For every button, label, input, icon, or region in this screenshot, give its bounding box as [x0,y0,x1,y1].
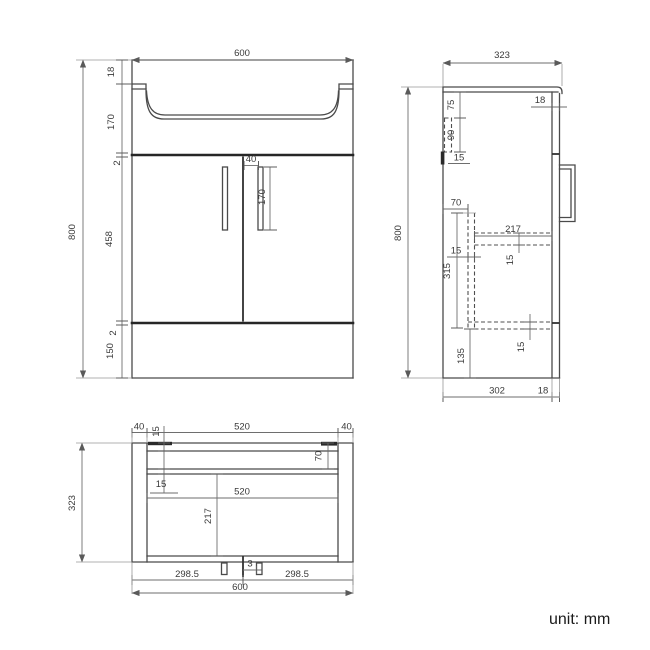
handle-length-dim: 170 [257,189,268,205]
right-door-width-dim: 298.5 [285,569,309,580]
basin-height-dim: 170 [106,114,117,130]
side-dim-labels [393,50,548,397]
side-view [393,50,575,402]
partition-thickness-dim: 15 [450,245,462,257]
front-overall-height-dim: 800 [67,224,78,240]
top-interior-width-dim: 520 [234,421,250,433]
plan-overall-depth-dim: 323 [67,495,78,511]
left-panel-thickness-dim: 40 [133,421,145,433]
side-door-thickness-bottom-dim: 18 [537,385,549,397]
back-panel-thickness-dim: 15 [151,426,162,437]
interior-depth-dim: 217 [203,508,214,524]
unit-note: unit: mm [549,611,611,628]
basin-profile [132,84,353,119]
side-overall-depth-dim: 323 [494,50,510,61]
handle-offset-dim: 40 [245,154,257,165]
plan-right-bracket [321,442,337,446]
front-view [67,48,353,378]
plan-overall-width-dim: 600 [232,582,248,593]
plan-bracket-offset-dim: 70 [313,450,325,462]
side-plinth-height-dim: 135 [456,348,467,364]
bracket-top-offset-dim: 75 [446,99,457,111]
plan-dim-labels [67,422,352,594]
plinth-height-dim: 150 [105,343,116,359]
plan-view [67,422,353,595]
interior-width-dim: 520 [234,486,250,498]
bottom-panel-thickness-dim: 15 [516,341,527,353]
plan-left-handle [222,563,228,575]
partition-height-dim: 315 [442,263,453,279]
plan-partition-thickness-dim: 15 [155,479,167,490]
side-overall-height-dim: 800 [393,225,404,241]
countertop-thickness-dim: 18 [106,66,117,78]
front-dimension-lines [76,60,353,378]
left-door-handle [223,167,228,230]
right-panel-thickness-dim: 40 [341,421,352,433]
door-gap-dim: 3 [247,558,253,570]
side-door-thickness-dim: 18 [534,95,546,106]
bracket-height-dim: 90 [446,129,457,141]
side-handle-profile [560,165,576,222]
door-height-dim: 458 [104,231,115,247]
shelf-depth-dim: 217 [505,224,521,235]
plan-right-handle [257,563,263,575]
body-depth-dim: 302 [489,385,505,397]
front-overall-width-dim: 600 [234,48,250,59]
bottom-gap-dim: 2 [108,330,119,336]
front-dim-labels [67,48,268,359]
shelf-thickness-dim: 15 [505,254,516,266]
wall-bracket-hook [441,152,445,165]
left-door-width-dim: 298.5 [175,569,199,580]
front-dim-ticks [116,60,132,378]
top-gap-dim: 2 [112,160,123,166]
partition-back-offset-dim: 70 [450,197,462,209]
bracket-thickness-dim: 15 [453,152,465,164]
